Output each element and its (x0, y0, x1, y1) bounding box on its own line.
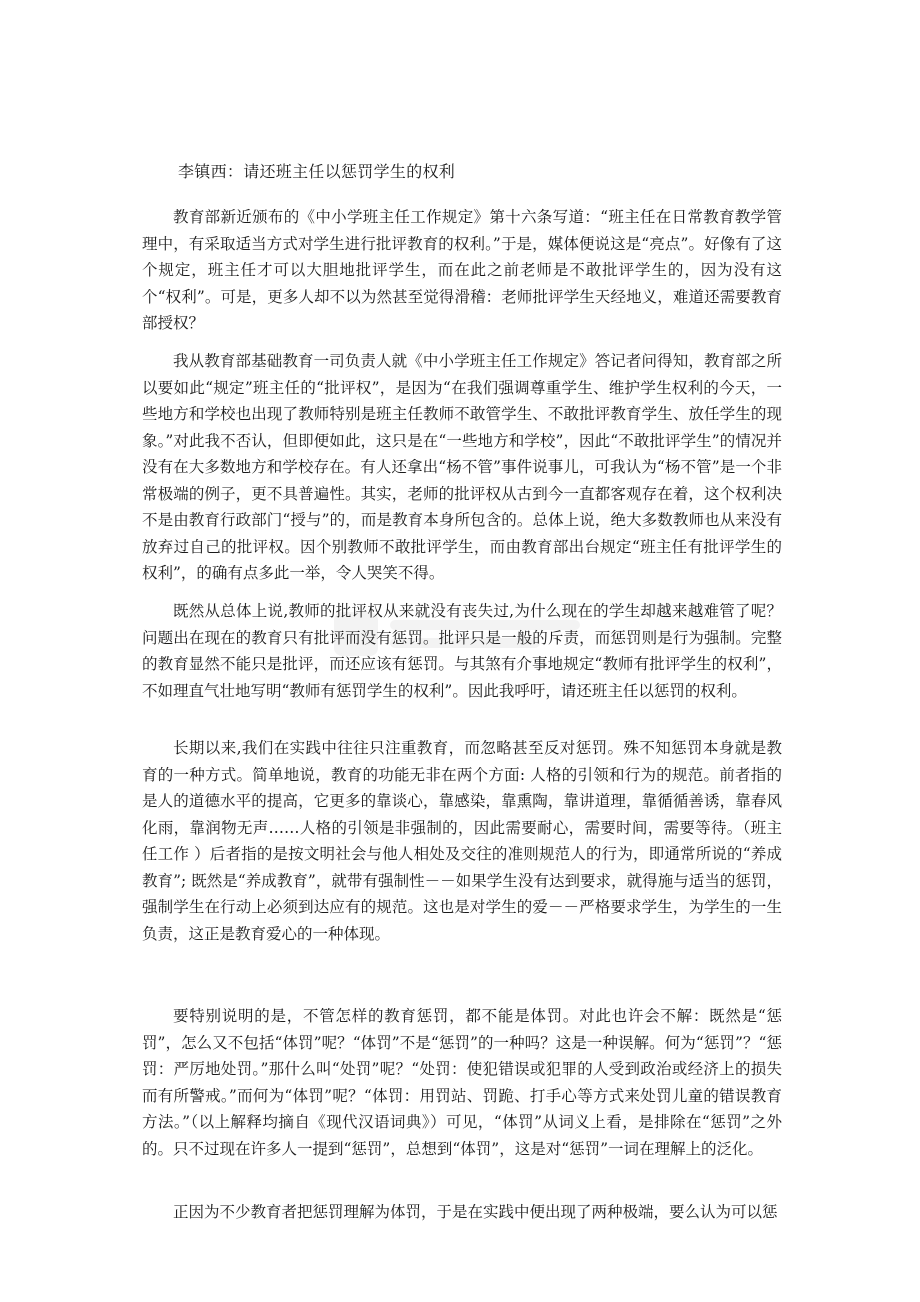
paragraph-5: 要特别说明的是，不管怎样的教育惩罚，都不能是体罚。对此也许会不解：既然是“惩罚”，怎么又不包括“体罚”呢？“体罚”不是“惩罚”的一种吗？这是一种误解。何为“惩罚”？“惩罚：严厉地处罚。”那什么叫“处罚”呢？“处罚：使犯错误或犯罪的人受到政治或经济上的损失而有所警戒。”而何为“体罚”呢？“体罚：用罚站、罚跪、打手心等方式来处罚儿童的错误教育方法。”（以上解释均摘自《现代汉语词典》）可见，“体罚”从词义上看，是排除在“惩罚”之外的。只不过现在许多人一提到“惩罚”，总想到“体罚”，这是对“惩罚”一词在理解上的泛化。 (142, 1007, 782, 1158)
paragraph-4: 长期以来,我们在实践中往往只注重教育，而忽略甚至反对惩罚。殊不知惩罚本身就是教育的一种方式。简单地说，教育的功能无非在两个方面: 人格的引领和行为的规范。前者指的是人的道德水平的提高，它更多的靠谈心，靠感染，靠熏陶，靠讲道理，靠循循善诱，靠春风化雨，靠润物无声……人格的引领是非强制的，因此需要耐心，需要时间，需要等待。（班主任工作 ）后者指的是按文明社会与他人相处及交往的准则规范人的行为，即通常所说的“养成教育”; 既然是“养成教育”，就带有强制性－－如果学生没有达到要求，就得施与适当的惩罚，强制学生在行动上必须到达应有的规范。这也是对学生的爱－－严格要求学生，为学生的一生负责，这正是教育爱心的一种体现。 (142, 739, 782, 943)
paragraph-1: 教育部新近颁布的《中小学班主任工作规定》第十六条写道：“班主任在日常教育教学管理中，有采取适当方式对学生进行批评教育的权利。”于是，媒体便说这是“亮点”。好像有了这个规定，班主任才可以大胆地批评学生，而在此之前老师是不敢批评学生的，因为没有这个“权利”。可是，更多人却不以为然甚至觉得滑稽：老师批评学生天经地义，难道还需要教育部授权？ (142, 208, 782, 332)
article-title: 李镇西：请还班主任以惩罚学生的权利 (178, 162, 456, 181)
paragraph-2: 我从教育部基础教育一司负责人就《中小学班主任工作规定》答记者问得知，教育部之所以要如此“规定”班主任的“批评权”，是因为“在我们强调尊重学生、维护学生权利的今天，一些地方和学校也出现了教师特别是班主任教师不敢管学生、不敢批评教育学生、放任学生的现象。”对此我不否认，但即便如此，这只是在“一些地方和学校”，因此“不敢批评学生”的情况并没有在大多数地方和学校存在。有人还拿出“杨不管”事件说事儿，可我认为“杨不管”是一个非常极端的例子，更不具普遍性。其实，老师的批评权从古到今一直都客观存在着，这个权利决不是由教育行政部门“授与”的，而是教育本身所包含的。总体上说，绝大多数教师也从来没有放弃过自己的批评权。因个别教师不敢批评学生，而由教育部出台规定“班主任有批评学生的权利”，的确有点多此一举，令人哭笑不得。 (142, 352, 782, 582)
paragraph-3: 既然从总体上说,教师的批评权从来就没有丧失过,为什么现在的学生却越来越难管了呢？问题出在现在的教育只有批评而没有惩罚。批评只是一般的斥责，而惩罚则是行为强制。完整的教育显然不能只是批评，而还应该有惩罚。与其煞有介事地规定“教师有批评学生的权利”，不如理直气壮地写明“教师有惩罚学生的权利”。因此我呼吁，请还班主任以惩罚的权利。 (142, 602, 782, 700)
paragraph-6: 正因为不少教育者把惩罚理解为体罚，于是在实践中便出现了两种极端，要么认为可以惩 (173, 1203, 778, 1221)
